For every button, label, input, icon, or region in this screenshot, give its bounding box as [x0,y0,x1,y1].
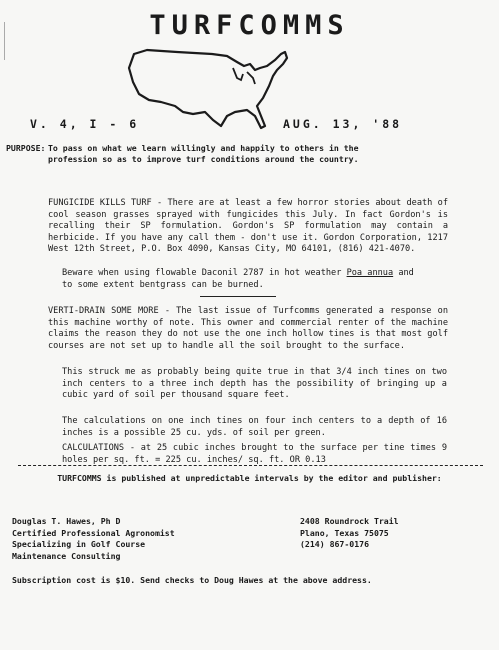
issue-date: AUG. 13, '88 [283,117,403,131]
purpose-label: PURPOSE: [6,143,46,153]
editor-line: Maintenance Consulting [12,550,121,561]
daconil-warning [62,268,422,291]
editor-address [300,516,399,551]
purpose-text: To pass on what we learn willingly and happily to others in the profession so as to improve turf conditions around the country. [48,143,359,165]
subscription-note: Subscription cost is $10. Send checks to Doug Hawes at the above address. [12,575,372,585]
poa-annua-underlined: Poa annua [346,268,394,278]
address-line: (214) 867-0176 [300,539,370,550]
section-divider [200,296,276,297]
address-line: 2408 Roundrock Trail [300,516,399,526]
daconil-warning-start: Beware when using flowable Daconil 2787 in hot weather [62,268,347,278]
publication-note: TURFCOMMS is published at unpredictable intervals by the editor and publisher: [57,473,442,483]
struck-paragraph: This struck me as probably being quite true in that 3/4 inch tines on two inch centers to a three inch depth has the possibility of bringing up a cubic yard of soil per thousand square feet. [62,367,447,401]
dashed-divider [18,465,483,466]
usa-map-outline [117,42,297,132]
daconil-warning-end: and to some extent bentgrass can be burned. [62,268,414,290]
verti-drain-article: VERTI-DRAIN SOME MORE - The last issue of Turfcomms generated a response on this machine worthy of note. This owner and commercial renter of the machine claims the reason they do not use the one inch hollow tines is that most golf courses are not set up to handle all the soil brought to the surface. [48,306,448,351]
fungicide-article: FUNGICIDE KILLS TURF - There are at least a few horror stories about death of cool season grasses sprayed with fungicides this July. In fact Gordon's is recalling their SP formulation. Gordon's SP formulation may contain a herbicide. If you have any call them - don't use it. Gordon Corporation, 1217 West 12th Street, P.O. Box 4090, Kansas City, MO 64101, (816) 421-4070. [48,198,448,255]
editor-line: Douglas T. Hawes, Ph D [12,516,121,526]
calculations-line: CALCULATIONS - at 25 cubic inches brought to the surface per tine times 9 holes per sq. ft. = 225 cu. inches/ sq. ft. OR 0.13 [62,443,447,465]
calculations-paragraph: The calculations on one inch tines on four inch centers to a depth of 16 inches is a possible 25 cu. yds. of soil per green. [62,416,447,438]
editor-credentials [12,516,175,562]
address-line: Plano, Texas 75075 [300,527,389,538]
editor-line: Specializing in Golf Course [12,539,146,550]
masthead-title: TURFCOMMS [149,10,350,41]
volume-issue: V. 4, I - 6 [30,117,140,131]
editor-line: Certified Professional Agronomist [12,527,175,538]
